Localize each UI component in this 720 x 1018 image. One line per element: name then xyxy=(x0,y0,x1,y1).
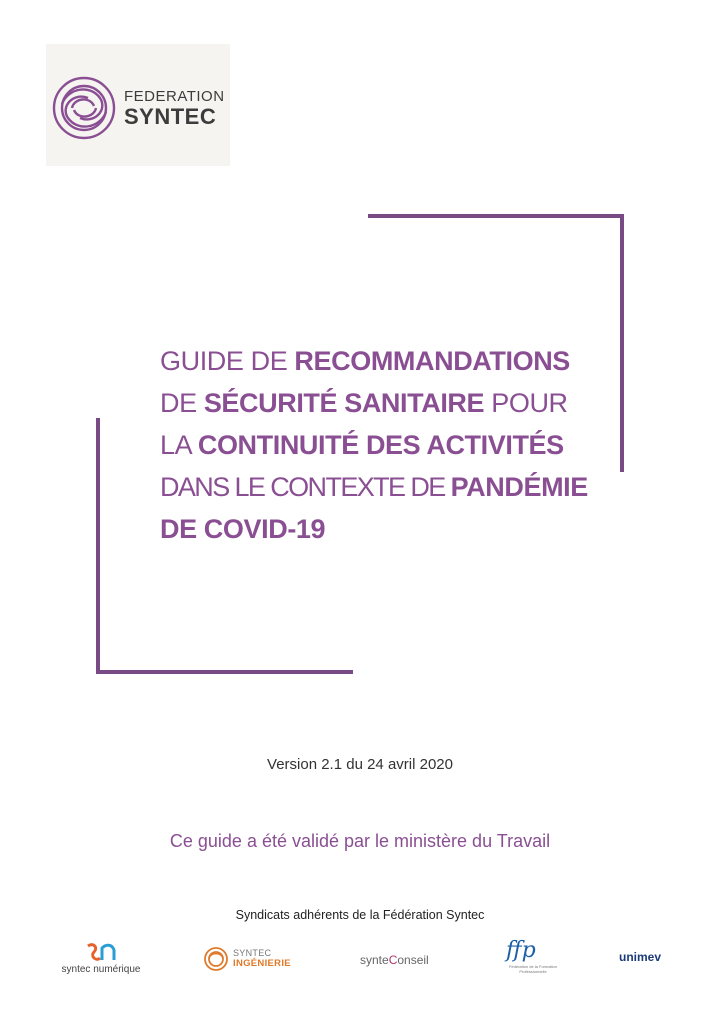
title-segment-bold: PANDÉMIE xyxy=(450,472,588,502)
title-segment-bold: CONTINUITÉ DES ACTIVITÉS xyxy=(197,430,564,460)
validation-notice: Ce guide a été validé par le ministère du Travail xyxy=(169,831,551,851)
title-segment-bold: RECOMMANDATIONS xyxy=(294,346,570,376)
title-segment: LA xyxy=(160,430,198,460)
title-segment: GUIDE DE xyxy=(160,346,295,376)
frame-bottom-horizontal xyxy=(96,670,353,674)
version-text: Version 2.1 du 24 avril 2020 xyxy=(267,756,453,773)
unimev-logo xyxy=(615,950,675,972)
title-segment-bold: SÉCURITÉ SANITAIRE xyxy=(203,388,485,418)
document-title xyxy=(160,340,600,550)
frame-top-horizontal xyxy=(368,214,624,218)
federation-syntec-logo xyxy=(46,44,230,166)
syntec-ingenierie-label-2: INGÉNIERIE xyxy=(233,958,291,969)
title-line xyxy=(160,382,600,424)
logo-syntec-text: SYNTEC xyxy=(124,104,217,129)
title-segment: POUR xyxy=(484,388,568,418)
members-heading: Syndicats adhérents de la Fédération Syntec xyxy=(235,908,485,922)
title-segment-bold: DE COVID-19 xyxy=(160,514,326,544)
title-line xyxy=(160,340,600,382)
ffp-logo xyxy=(500,938,564,974)
logo-federation-text: FEDERATION xyxy=(124,88,225,105)
syntec-spiral-icon xyxy=(50,74,118,142)
syntec-conseil-part-3: onseil xyxy=(397,953,429,967)
title-line xyxy=(160,424,600,466)
title-segment: DE xyxy=(160,388,204,418)
frame-bottom-vertical xyxy=(96,418,100,674)
title-line xyxy=(160,508,600,550)
syntec-numerique-label: syntec numérique xyxy=(61,964,141,975)
frame-top-vertical xyxy=(620,214,624,472)
syntec-conseil-part-2: C xyxy=(388,953,398,967)
syntec-conseil-part-1: synte xyxy=(360,953,389,967)
title-line xyxy=(160,466,600,508)
ffp-subtitle: Fédération de la Formation Professionnelle xyxy=(508,964,558,974)
ffp-mark: ffp xyxy=(506,938,536,963)
title-segment: DANS LE CONTEXTE DE xyxy=(160,472,451,502)
syntec-ingenierie-label-1: SYNTEC xyxy=(233,948,272,958)
syntec-ingenierie-mark-icon xyxy=(203,946,229,972)
unimev-mark: unimev xyxy=(619,950,662,964)
syntec-ingenierie-logo xyxy=(203,944,289,976)
syntec-numerique-mark-icon xyxy=(84,942,118,964)
syntec-conseil-logo xyxy=(360,953,440,973)
syntec-numerique-logo xyxy=(58,942,144,978)
